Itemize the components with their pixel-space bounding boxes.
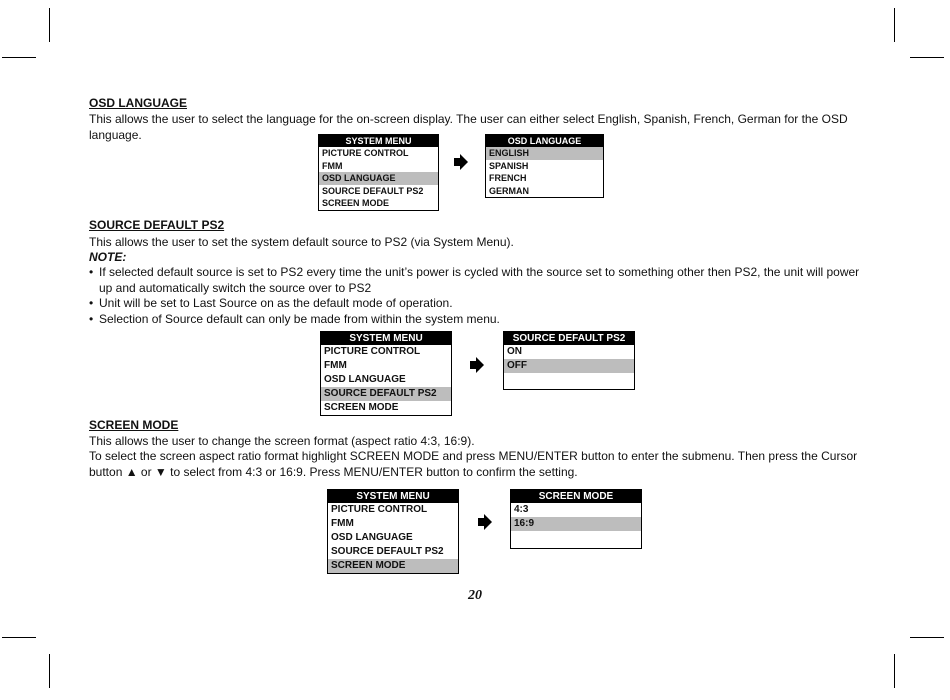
screen-system-menu <box>327 489 459 574</box>
crop-mark <box>49 8 50 42</box>
submenu-header: OSD LANGUAGE <box>486 135 603 147</box>
menu-item-screen-mode[interactable]: SCREEN MODE <box>322 198 390 208</box>
list-item: • If selected default source is set to PS2 every time the unit’s power is cycled with the source set to something other then PS2, the unit will power up and automatically switch the source over to PS2 <box>89 265 869 296</box>
note-bullet-list <box>89 265 869 327</box>
screen-mode-heading: SCREEN MODE <box>89 418 179 432</box>
menu-item-osd-language[interactable]: OSD LANGUAGE <box>324 374 406 385</box>
screen-mode-submenu <box>510 489 642 549</box>
option-16-9[interactable]: 16:9 <box>511 517 641 531</box>
osd-language-submenu <box>485 134 604 198</box>
screen-mode-description: This allows the user to change the screen format (aspect ratio 4:3, 16:9). <box>89 434 475 448</box>
option-spanish[interactable]: SPANISH <box>489 160 529 171</box>
menu-header: SYSTEM MENU <box>328 490 458 503</box>
crop-mark <box>910 57 944 58</box>
menu-header: SYSTEM MENU <box>319 135 438 147</box>
submenu-header: SCREEN MODE <box>511 490 641 503</box>
menu-item-source-default[interactable]: SOURCE DEFAULT PS2 <box>331 546 444 557</box>
osd-language-description: This allows the user to select the language for the on-screen display. The user can either select English, Spanish, French, German for the OSD language. <box>89 112 848 142</box>
menu-item-fmm[interactable]: FMM <box>322 160 343 171</box>
option-german[interactable]: GERMAN <box>489 185 529 196</box>
option-english[interactable]: ENGLISH <box>486 147 603 160</box>
menu-item-osd-language[interactable]: OSD LANGUAGE <box>331 532 413 543</box>
note-label: NOTE: <box>89 250 127 264</box>
osd-language-heading: OSD LANGUAGE <box>89 96 188 110</box>
arrow-right-icon <box>478 514 492 530</box>
crop-mark <box>49 654 50 688</box>
menu-item-osd-language[interactable]: OSD LANGUAGE <box>319 172 438 185</box>
arrow-right-icon <box>470 357 484 373</box>
menu-item-source-default[interactable]: SOURCE DEFAULT PS2 <box>322 185 424 196</box>
source-default-heading: SOURCE DEFAULT PS2 <box>89 218 225 232</box>
menu-item-fmm[interactable]: FMM <box>324 360 347 371</box>
menu-item-picture-control[interactable]: PICTURE CONTROL <box>322 148 409 158</box>
source-system-menu <box>320 331 452 416</box>
crop-mark <box>894 8 895 42</box>
option-on[interactable]: ON <box>507 346 522 357</box>
crop-mark <box>2 637 36 638</box>
menu-item-fmm[interactable]: FMM <box>331 518 354 529</box>
menu-item-picture-control[interactable]: PICTURE CONTROL <box>324 346 421 357</box>
page-number: 20 <box>468 588 482 603</box>
crop-mark <box>910 637 944 638</box>
submenu-header: SOURCE DEFAULT PS2 <box>504 332 634 345</box>
source-default-submenu <box>503 331 635 390</box>
menu-item-screen-mode[interactable]: SCREEN MODE <box>328 559 458 573</box>
list-item: • Selection of Source default can only be made from within the system menu. <box>89 312 869 328</box>
menu-item-screen-mode[interactable]: SCREEN MODE <box>324 402 399 413</box>
option-french[interactable]: FRENCH <box>489 173 527 183</box>
menu-item-source-default[interactable]: SOURCE DEFAULT PS2 <box>321 387 451 401</box>
source-default-description: This allows the user to set the system default source to PS2 (via System Menu). <box>89 235 514 249</box>
crop-mark <box>894 654 895 688</box>
list-item: • Unit will be set to Last Source on as the default mode of operation. <box>89 296 869 312</box>
screen-mode-instructions: To select the screen aspect ratio format highlight SCREEN MODE and press MENU/ENTER button to enter the submenu. Then press the Cursor button ▲ or ▼ to select from 4:3 or 16:9. Press MENU/ENTER button to confirm the setting. <box>89 449 858 479</box>
arrow-right-icon <box>454 154 468 170</box>
crop-mark <box>2 57 36 58</box>
menu-header: SYSTEM MENU <box>321 332 451 345</box>
osd-system-menu <box>318 134 439 211</box>
menu-item-picture-control[interactable]: PICTURE CONTROL <box>331 504 428 515</box>
option-4-3[interactable]: 4:3 <box>514 504 529 515</box>
option-off[interactable]: OFF <box>504 359 634 373</box>
